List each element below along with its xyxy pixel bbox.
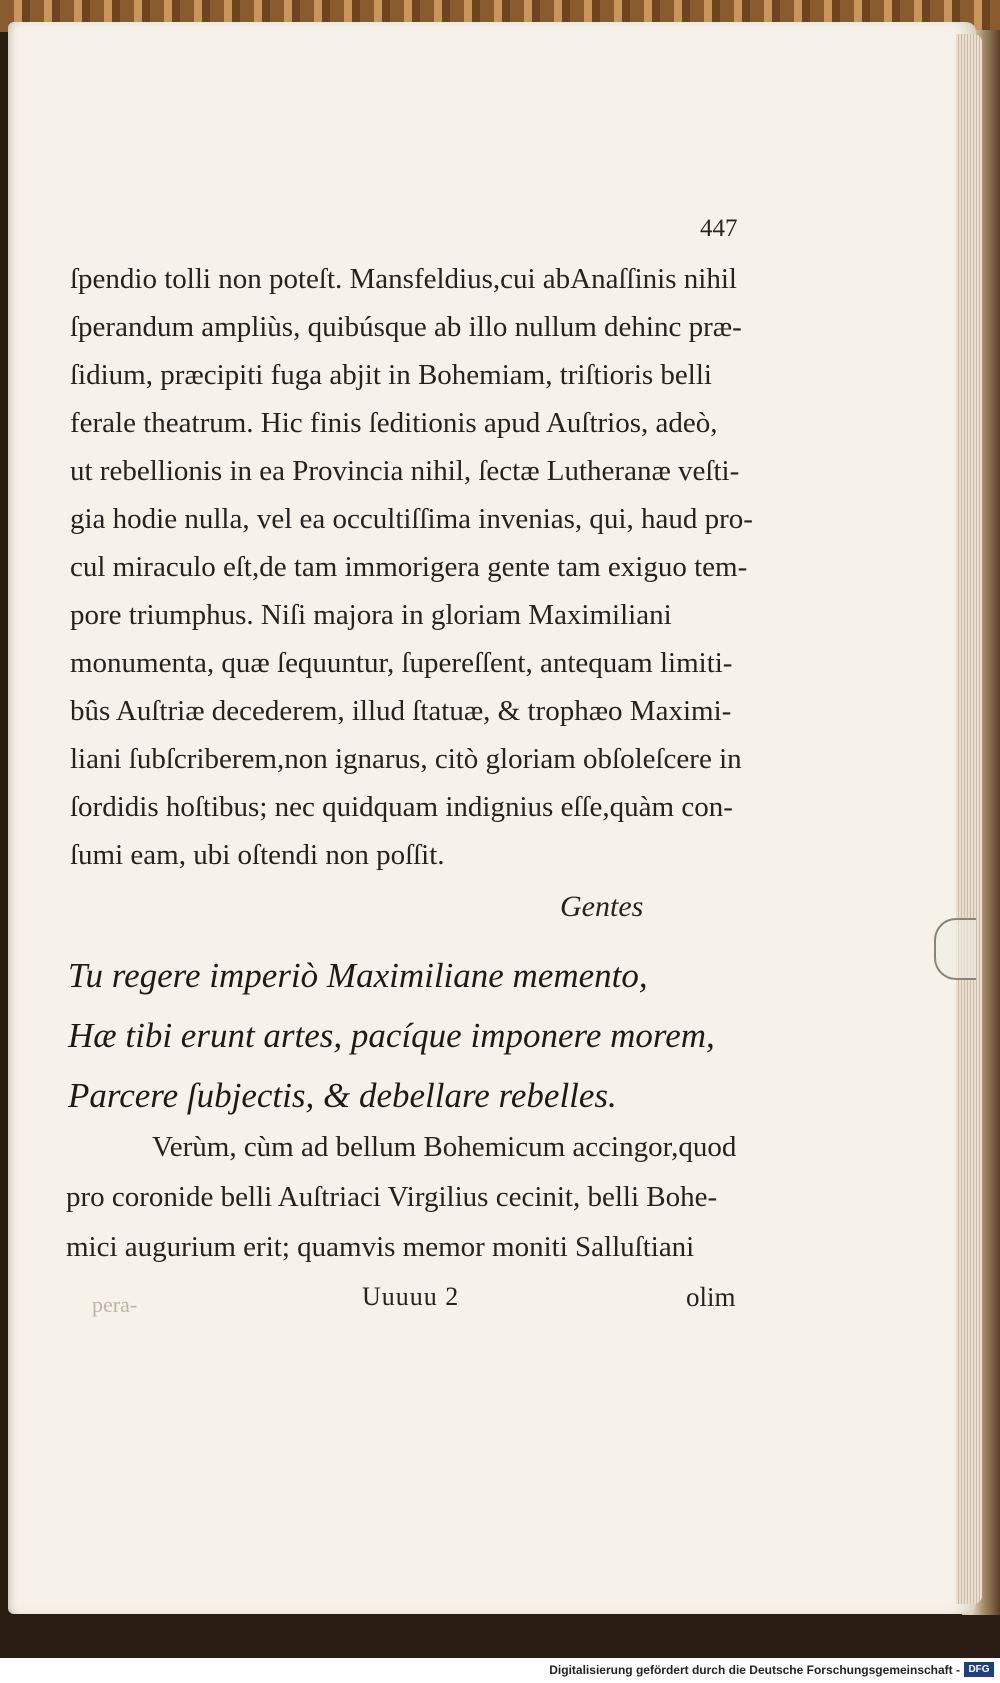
verse-line: Tu regere imperiò Maximiliane memento, [68, 956, 648, 995]
verse-line: Hæ tibi erunt artes, pacíque imponere morem, [68, 1016, 715, 1055]
text-line: mici augurium erit; quamvis memor moniti Salluſtiani [66, 1231, 695, 1263]
text-line: ſidium, præcipiti fuga abjit in Bohemiam, triſtioris belli [70, 359, 712, 391]
text-line: liani ſubſcriberem,non ignarus, citò gloriam obſoleſcere in [70, 743, 742, 775]
text-line: ſpendio tolli non poteſt. Mansfeldius,cui abAnaſſinis nihil [70, 263, 737, 295]
text-line: ut rebellionis in ea Provincia nihil, ſectæ Lutheranæ veſti- [70, 455, 740, 487]
verse-quotation [68, 946, 788, 1126]
text-line: pro coronide belli Auſtriaci Virgilius cecinit, belli Bohe- [66, 1181, 718, 1213]
text-line: gia hodie nulla, vel ea occultiſſima invenias, qui, haud pro- [70, 503, 753, 535]
bleed-through-text: pera- [92, 1292, 138, 1317]
verse-intro-word: Gentes [560, 890, 644, 923]
verse-line: Parcere ſubjectis, & debellare rebelles. [68, 1076, 617, 1115]
signature-mark: Uuuuu 2 [362, 1282, 460, 1311]
text-line: bûs Auſtriæ decederem, illud ſtatuæ, & trophæo Maximi- [70, 695, 732, 727]
text-line: pore triumphus. Niſi majora in gloriam Maximiliani [70, 599, 672, 631]
catchword: olim [686, 1282, 736, 1312]
dfg-logo: DFG [964, 1662, 994, 1677]
second-paragraph [66, 1122, 786, 1272]
text-line: monumenta, quæ ſequuntur, ſupereſſent, antequam limiti- [70, 647, 733, 679]
text-line: cul miraculo eſt,de tam immorigera gente tam exiguo tem- [70, 551, 748, 583]
text-line: ferale theatrum. Hic finis ſeditionis apud Auſtrios, adeò, [70, 407, 718, 439]
text-line: ſperandum ampliùs, quibúsque ab illo nullum dehinc præ- [70, 311, 742, 343]
funding-notice: Digitalisierung gefördert durch die Deutsche Forschungsgemeinschaft - [549, 1663, 960, 1677]
page-edges [956, 34, 982, 1604]
text-line: ſumi eam, ubi oſtendi non poſſit. [70, 839, 445, 871]
text-line: ſordidis hoſtibus; nec quidquam indignius eſſe,quàm con- [70, 791, 733, 823]
text-line: Verùm, cùm ad bellum Bohemicum accingor,quod [152, 1131, 737, 1163]
page-number: 447 [700, 215, 738, 242]
bookmark-tab [934, 918, 976, 980]
main-paragraph [70, 255, 790, 879]
